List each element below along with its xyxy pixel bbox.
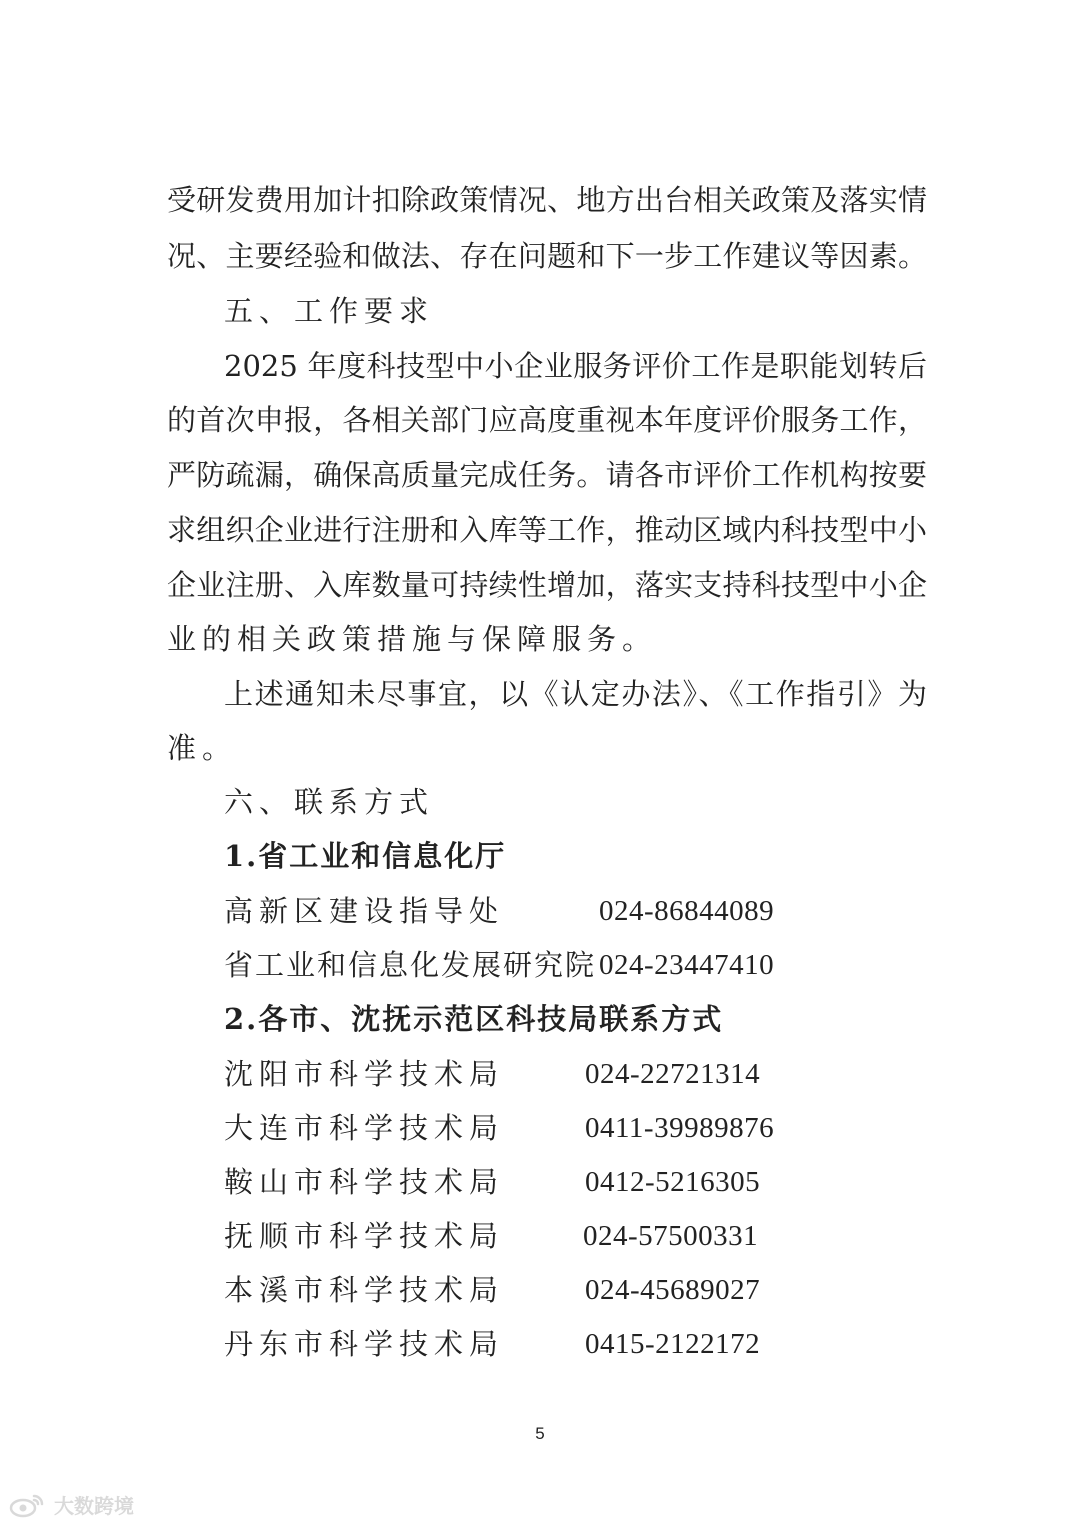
paragraph-line: 况、主要经验和做法、存在问题和下一步工作建议等因素。 — [167, 239, 927, 273]
contact-name: 抚顺市科学技术局 — [224, 1219, 505, 1253]
contact-phone: 024-22721314 — [585, 1058, 761, 1090]
contact-phone: 024-57500331 — [583, 1220, 759, 1252]
watermark — [8, 1490, 134, 1519]
contact-phone: 024-23447410 — [599, 949, 775, 981]
section-heading: 五、工作要求 — [224, 294, 435, 328]
contact-name: 高新区建设指导处 — [224, 894, 505, 928]
paragraph-line: 严防疏漏，确保高质量完成任务。请各市评价工作机构按要 — [167, 458, 927, 492]
contact-name: 沈阳市科学技术局 — [224, 1057, 505, 1091]
subsection-heading: 2.各市、沈抚示范区科技局联系方式 — [224, 1002, 724, 1036]
contact-name: 鞍山市科学技术局 — [224, 1165, 505, 1199]
contact-name: 大连市科学技术局 — [224, 1111, 505, 1145]
contact-name: 省工业和信息化发展研究院 — [224, 948, 597, 982]
watermark-text: 大数跨境 — [54, 1494, 134, 1518]
paragraph-line: 准。 — [167, 731, 238, 765]
paragraph-line: 受研发费用加计扣除政策情况、地方出台相关政策及落实情 — [167, 183, 927, 217]
paragraph-line: 企业注册、入库数量可持续性增加，落实支持科技型中小企 — [167, 568, 927, 602]
contact-name: 丹东市科学技术局 — [224, 1327, 505, 1361]
page-number: 5 — [535, 1424, 545, 1443]
paragraph-line: 求组织企业进行注册和入库等工作，推动区域内科技型中小 — [167, 513, 927, 547]
paragraph-line: 的首次申报，各相关部门应高度重视本年度评价服务工作， — [167, 403, 927, 437]
paragraph-line: 2025 年度科技型中小企业服务评价工作是职能划转后 — [224, 349, 927, 383]
contact-name: 本溪市科学技术局 — [224, 1273, 505, 1307]
contact-phone: 024-45689027 — [585, 1274, 761, 1306]
weibo-icon — [8, 1491, 48, 1519]
contact-phone: 0412-5216305 — [585, 1166, 761, 1198]
paragraph-line: 上述通知未尽事宜，以《认定办法》、《工作指引》为 — [224, 677, 927, 711]
contact-phone: 024-86844089 — [599, 895, 775, 927]
contact-phone: 0411-39989876 — [585, 1112, 775, 1144]
subsection-heading: 1.省工业和信息化厅 — [224, 839, 507, 873]
paragraph-line: 业的相关政策措施与保障服务。 — [167, 622, 658, 656]
contact-phone: 0415-2122172 — [585, 1328, 761, 1360]
section-heading: 六、联系方式 — [224, 785, 435, 819]
